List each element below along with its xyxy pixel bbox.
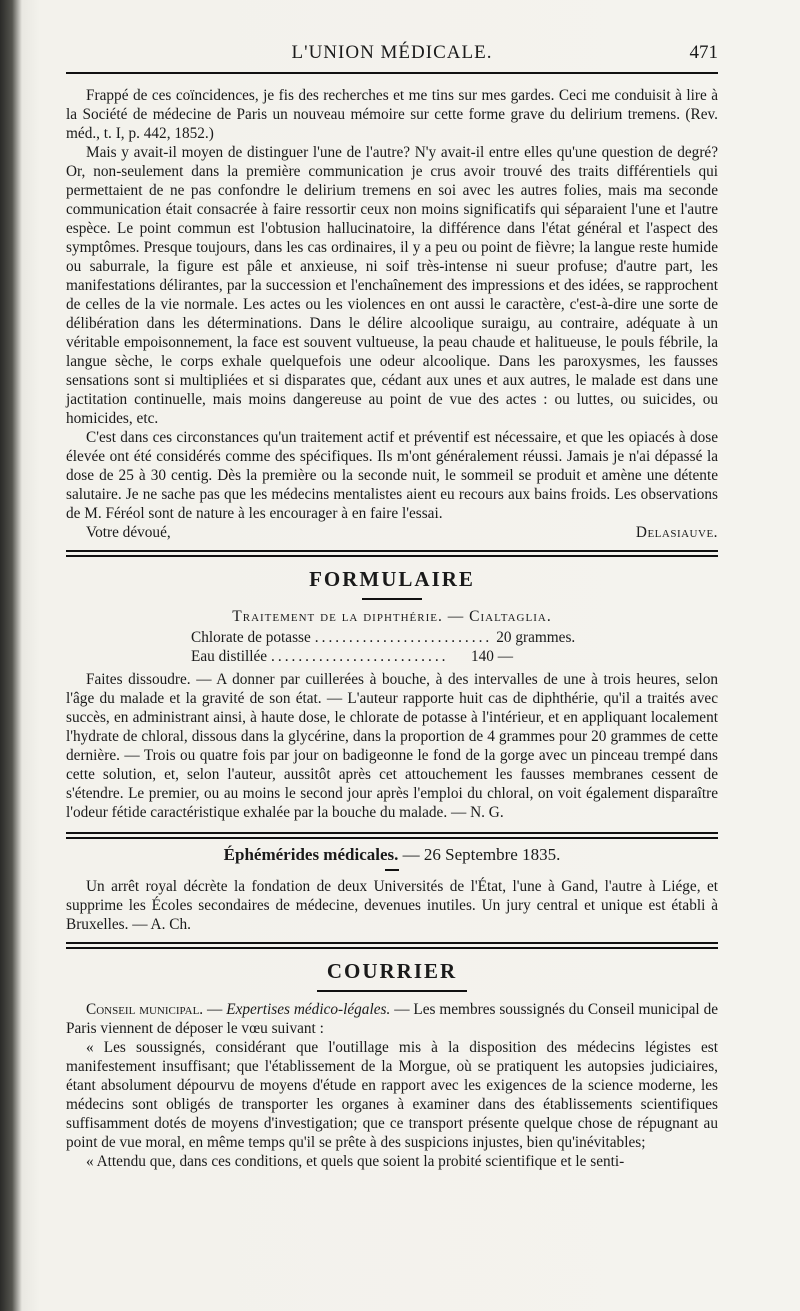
- formulaire-heading-rule: [362, 598, 422, 600]
- letter-paragraph-2: Mais y avait-il moyen de distinguer l'une de l'autre? N'y avait-il entre elles qu'une question de degré? Or, non-seulement dans la première communication je crus avoir trouvé des traits différentiels qui permettaient de ne pas confondre le delirium tremens en soi avec les autres folies, mais ma seconde communication était consacrée à faire ressortir ceux non moins significatifs qui séparaient l'une et l'autre espèce. Le point commun est l'obtusion hallucinatoire, la différence dans l'état général et l'aspect des symptômes. Presque toujours, dans les cas ordinaires, il y a peu ou point de fièvre; la langue reste humide ou saburrale, la figure est pâle et anxieuse, ni soif très-intense ni sueur profuse; d'autre part, les manifestations délirantes, par la succession et l'enchaînement des impressions et des idées, se rapprochent de celles de la vie normale. Les actes ou les violences en ont aussi le caractère, c'est-à-dire une sorte de délibération dans les déterminations. Dans le délire alcoolique suraigu, au contraire, adéquate à un véritable empoisonnement, la face est souvent vultueuse, la peau chaude et halitueuse, le pouls fébrile, la langue sèche, le corps exhale quelquefois une odeur alcoolique. Dans les paroxysmes, les fausses sensations sont si multipliées et si disparates que, cédant aux unes et aux autres, le malade est dans une jactitation continuelle, mais moins dangereuse au point de vue des actes : ou luttes, ou suicides, ou homicides, etc.: [66, 144, 718, 427]
- ephemerides-section: [66, 845, 718, 934]
- leader-dots: ..........................: [314, 629, 493, 646]
- letter-closing: Votre dévoué,: [86, 524, 171, 541]
- formulaire-section: [66, 567, 718, 822]
- ingredient-row: [191, 647, 611, 666]
- text-column: [66, 42, 718, 1171]
- ephemerides-text: Un arrêt royal décrète la fondation de deux Universités de l'État, l'une à Gand, l'autre à Liége, et supprime les Écoles secondaires de médecine, devenues inutiles. Un jury central et unique est établi à Bruxelles. — A. Ch.: [66, 878, 718, 933]
- courrier-heading: COURRIER: [326, 959, 458, 983]
- courrier-lead-label: Conseil municipal.: [86, 1001, 204, 1018]
- page-number: 471: [689, 42, 718, 63]
- ingredient-list: [191, 628, 611, 666]
- section-divider: [66, 942, 718, 949]
- ingredient-quantity: 20 grammes.: [496, 629, 576, 646]
- recipe-title: Traitement de la diphthérie. — Cialtaglia.: [232, 608, 552, 625]
- letter-section: [66, 74, 718, 542]
- section-divider: [66, 550, 718, 557]
- courrier-quote-1: « Les soussignés, considérant que l'outillage mis à la disposition des médecins légistes est manifestement insuffisant; que l'établissement de la Morgue, où se pratiquent les autopsies judiciaires, étant absolument dépourvu de moyens d'étude en rapport avec les exigences de la science moderne, les médecins sont obligés de transporter les organes à examiner dans des établissements scientifiques suffisamment dotés de moyens d'investigation; que ce transport présente quelque chose de répugnant au point de vue moral, en même temps qu'il se prête à des suspicions injustes, bien qu'inévitables;: [66, 1039, 718, 1151]
- ephemerides-date: — 26 Septembre 1835.: [402, 845, 561, 864]
- ingredient-quantity: 140 —: [471, 648, 514, 665]
- section-divider: [66, 832, 718, 839]
- ephemerides-heading: Éphémérides médicales.: [223, 845, 399, 864]
- letter-signature: Delasiauve.: [635, 524, 718, 541]
- ephemerides-heading-line: [66, 845, 718, 865]
- leader-dots: ..........................: [271, 648, 449, 665]
- courrier-heading-rule: [317, 990, 467, 992]
- letter-signoff: [66, 523, 718, 542]
- ingredient-name: Eau distillée: [191, 648, 268, 665]
- running-head: [66, 42, 718, 72]
- formulaire-heading: FORMULAIRE: [309, 567, 475, 591]
- letter-paragraph-3: C'est dans ces circonstances qu'un traitement actif et préventif est nécessaire, et que les opiacés à dose élevée ont été considérés comme des spécifiques. Ils m'ont généralement réussi. Jamais je n'ai dépassé la dose de 25 à 30 centig. Dès la première ou la seconde nuit, le sommeil se produit et amène une détente salutaire. Je ne sache pas que les médecins mentalistes aient eu recours aux bains froids. Les observations de M. Féréol sont de nature à les encourager à en faire l'essai.: [66, 429, 718, 522]
- courrier-lead-topic: Expertises médico-légales.: [226, 1001, 391, 1018]
- journal-title: L'UNION MÉDICALE.: [291, 42, 493, 63]
- courrier-lead-text: — Les membres soussignés du Conseil municipal de Paris viennent de déposer le vœu suivant :: [66, 1001, 719, 1037]
- ephemerides-dash: [385, 869, 399, 871]
- courrier-section: [66, 959, 718, 1171]
- courrier-lead: Conseil municipal. — Expertises médico-légales. — Les membres soussignés du Conseil municipal de Paris viennent de déposer le vœu suivant :: [66, 1001, 719, 1037]
- ingredient-row: [191, 628, 611, 647]
- courrier-quote-2: « Attendu que, dans ces conditions, et quels que soient la probité scientifique et le senti-: [86, 1153, 625, 1170]
- formulaire-text: Faites dissoudre. — A donner par cuillerées à bouche, à des intervalles de une à trois heures, selon l'âge du malade et la gravité de son état. — L'auteur rapporte huit cas de diphthérie, qu'il a traités avec succès, en administrant ainsi, à haute dose, le chlorate de potasse à l'intérieur, et en appliquant localement l'hydrate de chloral, dissous dans la glycérine, dans la proportion de 4 grammes pour 20 grammes de cette dernière. — Trois ou quatre fois par jour on badigeonne le fond de la gorge avec un pinceau trempé dans cette solution, et, selon l'auteur, aussitôt après cet attouchement les fausses membranes cessent de s'étendre. Le premier, ou au moins le second jour après l'emploi du chloral, on voit également disparaître l'odeur fétide caractéristique exhalée par la bouche du malade. — N. G.: [66, 671, 718, 821]
- letter-paragraph-1: Frappé de ces coïncidences, je fis des recherches et me tins sur mes gardes. Ceci me conduisit à lire à la Société de médecine de Paris un nouveau mémoire sur cette forme grave du delirium tremens. (Rev. méd., t. I, p. 442, 1852.): [66, 87, 718, 142]
- ingredient-name: Chlorate de potasse: [191, 629, 311, 646]
